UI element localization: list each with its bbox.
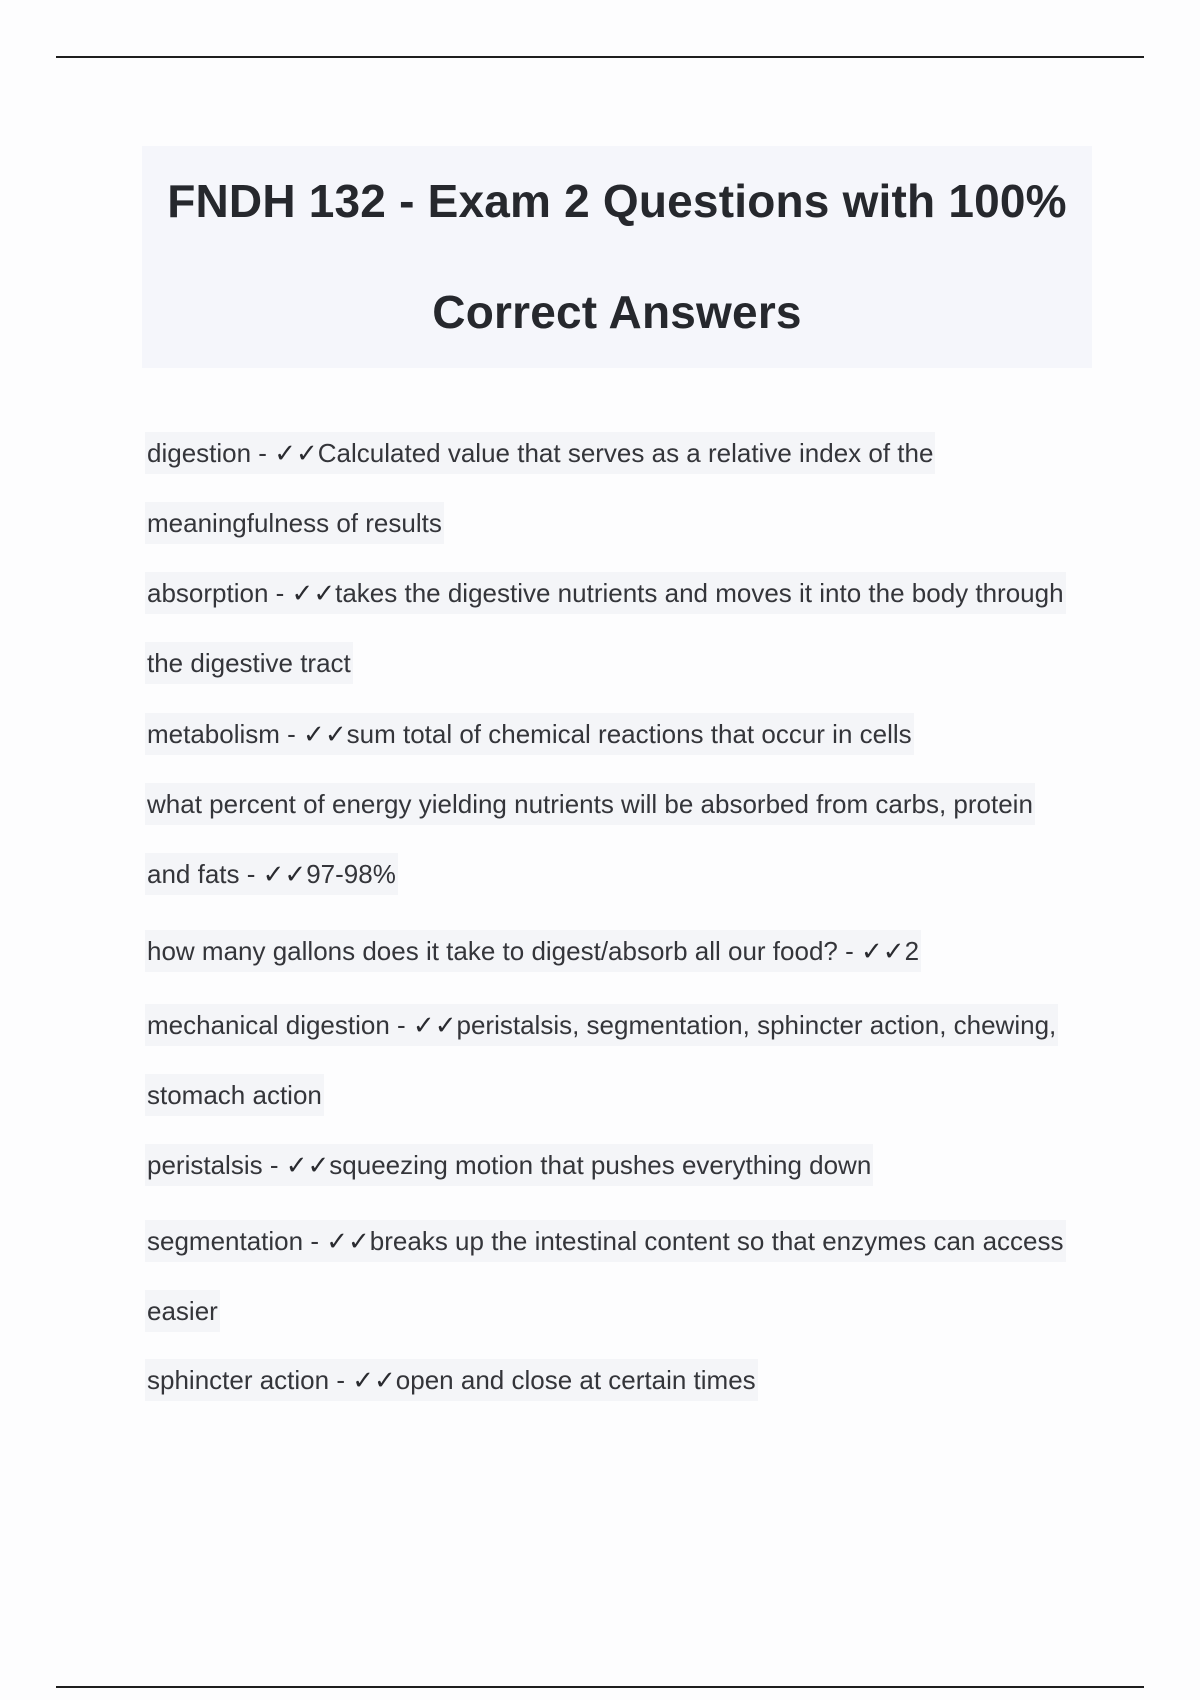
qa-answer: takes the digestive nutrients and moves it into the body through the digestive tract: [147, 578, 1064, 678]
double-check-icon: ✓✓: [285, 1150, 330, 1180]
double-check-icon: ✓✓: [303, 719, 347, 749]
qa-separator: -: [268, 578, 292, 608]
top-rule: [56, 56, 1144, 58]
double-check-icon: ✓✓: [860, 936, 905, 966]
qa-item-sphincter-action: [145, 1345, 1075, 1415]
qa-item-digestion: [145, 418, 1075, 558]
qa-separator: -: [329, 1365, 353, 1395]
double-check-icon: ✓✓: [274, 438, 318, 468]
qa-item-segmentation: [145, 1206, 1075, 1346]
qa-item-text: [145, 1004, 1058, 1116]
qa-item-mechanical-digestion: [145, 990, 1075, 1130]
qa-separator: -: [251, 438, 275, 468]
qa-term: segmentation: [147, 1226, 304, 1256]
qa-term: absorption: [147, 578, 269, 608]
qa-item-text: [145, 432, 935, 544]
qa-item-metabolism: [145, 699, 1075, 769]
title-banner: [142, 146, 1092, 368]
qa-item-peristalsis: [145, 1130, 1075, 1200]
qa-answer: squeezing motion that pushes everything down: [329, 1150, 872, 1180]
qa-item-absorption: [145, 558, 1075, 698]
qa-answer: Calculated value that serves as a relative index of the meaningfulness of results: [147, 438, 934, 538]
qa-separator: -: [389, 1010, 413, 1040]
qa-answer: breaks up the intestinal content so that enzymes can access easier: [147, 1226, 1064, 1326]
qa-term: sphincter action: [147, 1365, 330, 1395]
qa-separator: -: [279, 719, 304, 749]
double-check-icon: ✓✓: [262, 859, 307, 889]
qa-separator: -: [303, 1226, 327, 1256]
double-check-icon: ✓✓: [352, 1365, 396, 1395]
double-check-icon: ✓✓: [291, 578, 336, 608]
qa-separator: -: [262, 1150, 286, 1180]
qa-answer: 97-98%: [306, 859, 396, 889]
qa-answer: open and close at certain times: [395, 1365, 756, 1395]
qa-term: mechanical digestion: [147, 1010, 390, 1040]
qa-separator: -: [239, 859, 263, 889]
qa-item-text: [145, 572, 1066, 684]
qa-answer: sum total of chemical reactions that occur in cells: [346, 719, 912, 749]
qa-term: what percent of energy yielding nutrients will be absorbed from carbs, protein and fats: [147, 789, 1033, 889]
qa-term: digestion: [147, 438, 252, 468]
qa-item-text: [145, 713, 914, 755]
qa-item-gallons: [145, 916, 1075, 986]
qa-term: peristalsis: [147, 1150, 263, 1180]
double-check-icon: ✓✓: [412, 1010, 457, 1040]
qa-term: metabolism: [147, 719, 280, 749]
page-title: FNDH 132 - Exam 2 Questions with 100% Correct Answers: [167, 175, 1067, 338]
qa-term: how many gallons does it take to digest/absorb all our food?: [147, 936, 838, 966]
qa-answer: 2: [904, 936, 920, 966]
qa-item-text: [145, 1144, 873, 1186]
bottom-rule: [56, 1686, 1144, 1688]
qa-item-text: [145, 783, 1035, 895]
qa-item-text: [145, 930, 921, 972]
qa-item-energy-absorption: [145, 769, 1075, 909]
qa-separator: -: [837, 936, 861, 966]
qa-item-text: [145, 1220, 1066, 1332]
double-check-icon: ✓✓: [326, 1226, 370, 1256]
qa-item-text: [145, 1359, 758, 1401]
qa-answer: peristalsis, segmentation, sphincter action, chewing, stomach action: [147, 1010, 1057, 1110]
